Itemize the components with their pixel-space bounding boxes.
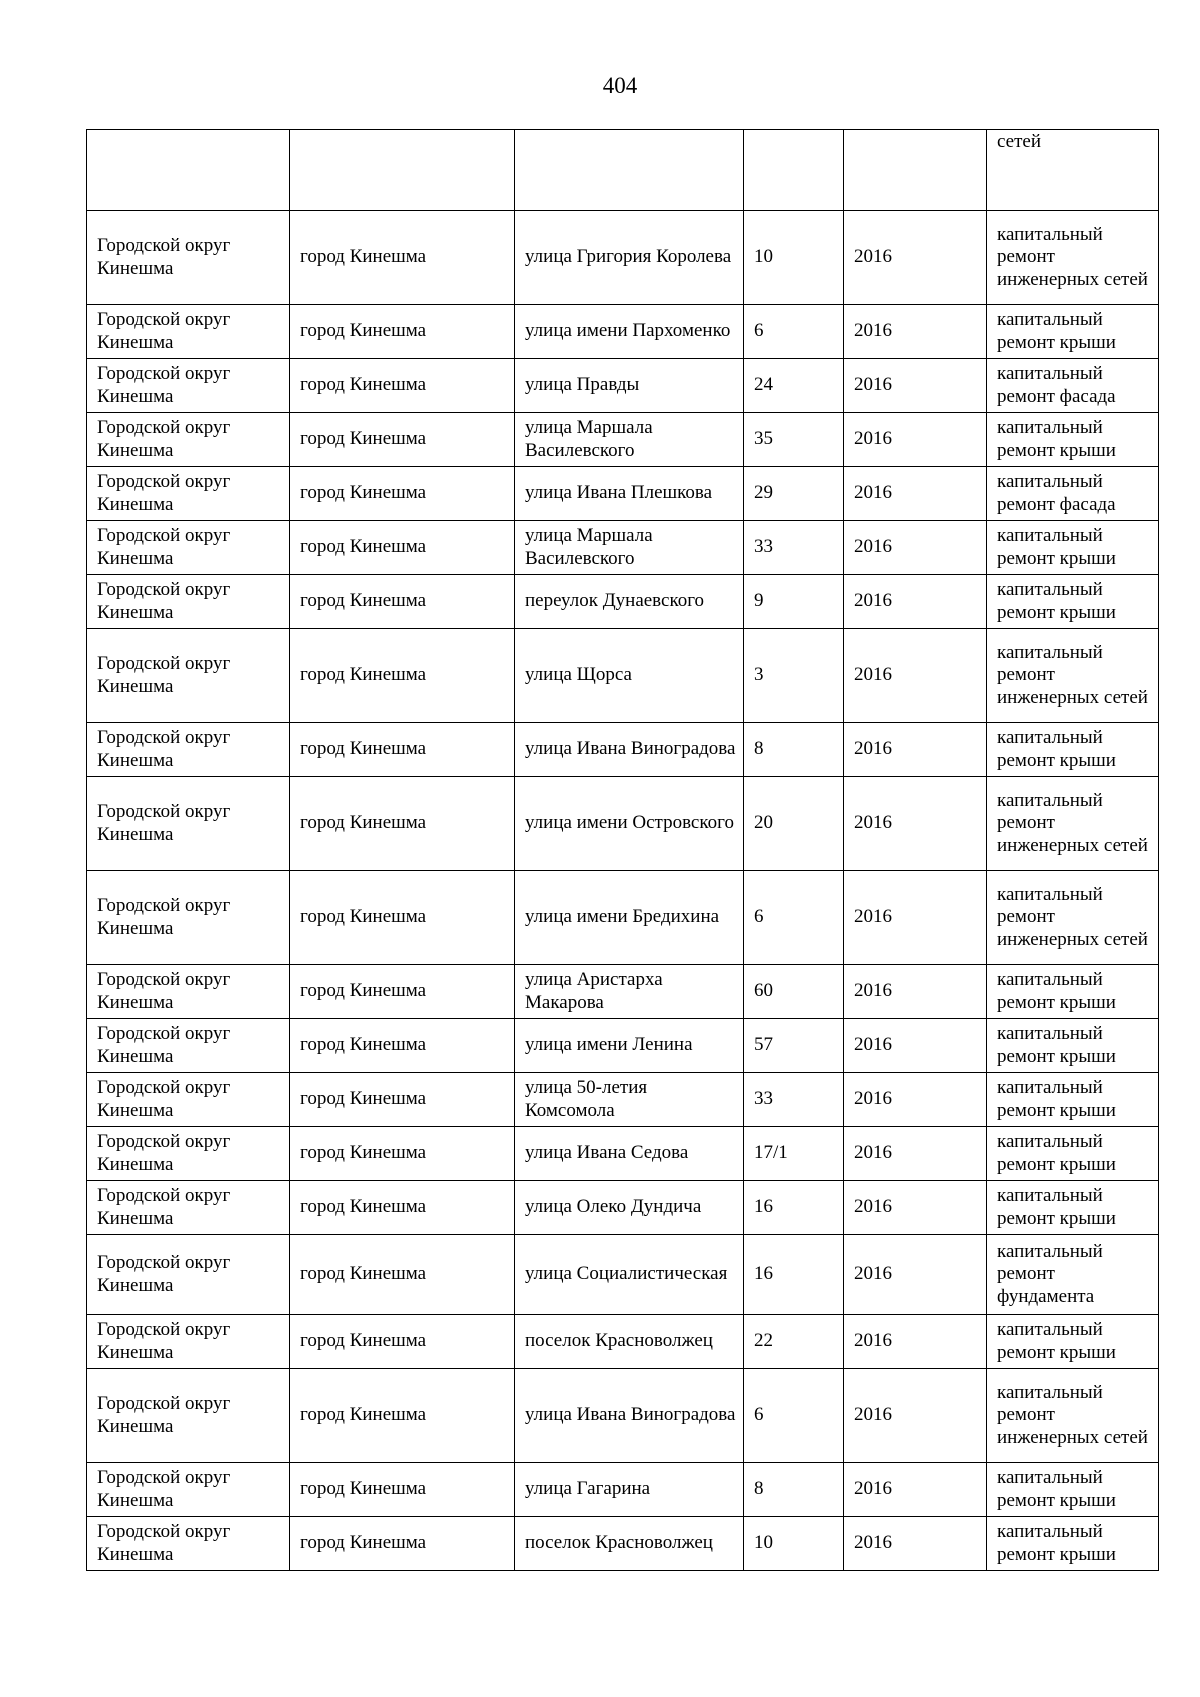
district-cell: Городской округ Кинешма <box>87 1235 290 1315</box>
year-cell: 2016 <box>844 1181 987 1235</box>
district-cell: Городской округ Кинешма <box>87 1315 290 1369</box>
work-type-cell: капитальный ремонт инженерных сетей <box>987 211 1159 305</box>
street-cell: переулок Дунаевского <box>515 575 744 629</box>
work-type-cell: капитальный ремонт крыши <box>987 575 1159 629</box>
work-type-cell: капитальный ремонт крыши <box>987 1463 1159 1517</box>
city-cell: город Кинешма <box>290 413 515 467</box>
year-cell: 2016 <box>844 467 987 521</box>
city-cell: город Кинешма <box>290 723 515 777</box>
year-cell: 2016 <box>844 1315 987 1369</box>
district-cell: Городской округ Кинешма <box>87 1019 290 1073</box>
district-cell: Городской округ Кинешма <box>87 1127 290 1181</box>
city-cell: город Кинешма <box>290 629 515 723</box>
year-cell: 2016 <box>844 1073 987 1127</box>
street-cell: улица Ивана Виноградова <box>515 723 744 777</box>
work-type-cell: сетей <box>987 130 1159 211</box>
district-cell: Городской округ Кинешма <box>87 359 290 413</box>
district-cell: Городской округ Кинешма <box>87 1517 290 1571</box>
work-type-cell: капитальный ремонт крыши <box>987 1315 1159 1369</box>
work-type-cell: капитальный ремонт фасада <box>987 467 1159 521</box>
work-type-cell: капитальный ремонт крыши <box>987 1019 1159 1073</box>
year-cell: 2016 <box>844 1235 987 1315</box>
street-cell: поселок Красноволжец <box>515 1517 744 1571</box>
house-cell: 16 <box>744 1181 844 1235</box>
year-cell: 2016 <box>844 521 987 575</box>
house-cell: 9 <box>744 575 844 629</box>
year-cell: 2016 <box>844 1463 987 1517</box>
district-cell: Городской округ Кинешма <box>87 575 290 629</box>
table-row <box>87 359 1159 413</box>
city-cell: город Кинешма <box>290 1463 515 1517</box>
house-cell: 8 <box>744 1463 844 1517</box>
district-cell: Городской округ Кинешма <box>87 1181 290 1235</box>
district-cell <box>87 130 290 211</box>
city-cell: город Кинешма <box>290 871 515 965</box>
street-cell: поселок Красноволжец <box>515 1315 744 1369</box>
district-cell: Городской округ Кинешма <box>87 305 290 359</box>
work-type-cell: капитальный ремонт крыши <box>987 305 1159 359</box>
year-cell: 2016 <box>844 965 987 1019</box>
table-row <box>87 1315 1159 1369</box>
table-row <box>87 1517 1159 1571</box>
work-type-cell: капитальный ремонт крыши <box>987 723 1159 777</box>
work-type-cell: капитальный ремонт крыши <box>987 1181 1159 1235</box>
work-type-cell: капитальный ремонт крыши <box>987 521 1159 575</box>
work-type-cell: капитальный ремонт крыши <box>987 1127 1159 1181</box>
street-cell: улица имени Бредихина <box>515 871 744 965</box>
city-cell: город Кинешма <box>290 521 515 575</box>
house-cell: 17/1 <box>744 1127 844 1181</box>
table-row <box>87 1073 1159 1127</box>
house-cell: 29 <box>744 467 844 521</box>
house-cell: 16 <box>744 1235 844 1315</box>
house-cell: 35 <box>744 413 844 467</box>
city-cell: город Кинешма <box>290 1019 515 1073</box>
table-row <box>87 305 1159 359</box>
district-cell: Городской округ Кинешма <box>87 521 290 575</box>
work-type-cell: капитальный ремонт инженерных сетей <box>987 777 1159 871</box>
house-cell: 33 <box>744 521 844 575</box>
year-cell: 2016 <box>844 777 987 871</box>
district-cell: Городской округ Кинешма <box>87 1463 290 1517</box>
district-cell: Городской округ Кинешма <box>87 871 290 965</box>
street-cell: улица Ивана Седова <box>515 1127 744 1181</box>
district-cell: Городской округ Кинешма <box>87 777 290 871</box>
city-cell: город Кинешма <box>290 211 515 305</box>
work-type-cell: капитальный ремонт инженерных сетей <box>987 629 1159 723</box>
page-number: 404 <box>602 73 638 98</box>
district-cell: Городской округ Кинешма <box>87 467 290 521</box>
year-cell: 2016 <box>844 211 987 305</box>
street-cell: улица Правды <box>515 359 744 413</box>
house-cell: 33 <box>744 1073 844 1127</box>
district-cell: Городской округ Кинешма <box>87 413 290 467</box>
table-row <box>87 575 1159 629</box>
city-cell: город Кинешма <box>290 1517 515 1571</box>
street-cell: улица Социалистическая <box>515 1235 744 1315</box>
district-cell: Городской округ Кинешма <box>87 965 290 1019</box>
city-cell: город Кинешма <box>290 777 515 871</box>
street-cell: улица имени Пархоменко <box>515 305 744 359</box>
house-cell: 3 <box>744 629 844 723</box>
year-cell: 2016 <box>844 723 987 777</box>
street-cell: улица Щорса <box>515 629 744 723</box>
table-row <box>87 777 1159 871</box>
street-cell: улица Маршала Василевского <box>515 413 744 467</box>
house-cell: 6 <box>744 1369 844 1463</box>
work-type-cell: капитальный ремонт инженерных сетей <box>987 871 1159 965</box>
city-cell: город Кинешма <box>290 1127 515 1181</box>
city-cell: город Кинешма <box>290 305 515 359</box>
street-cell <box>515 130 744 211</box>
district-cell: Городской округ Кинешма <box>87 211 290 305</box>
year-cell: 2016 <box>844 359 987 413</box>
table-row <box>87 1369 1159 1463</box>
continuation-row <box>87 130 1159 211</box>
district-cell: Городской округ Кинешма <box>87 1369 290 1463</box>
table-row <box>87 211 1159 305</box>
city-cell: город Кинешма <box>290 1235 515 1315</box>
year-cell <box>844 130 987 211</box>
city-cell: город Кинешма <box>290 1369 515 1463</box>
year-cell: 2016 <box>844 1019 987 1073</box>
city-cell: город Кинешма <box>290 359 515 413</box>
work-type-cell: капитальный ремонт крыши <box>987 413 1159 467</box>
year-cell: 2016 <box>844 1369 987 1463</box>
year-cell: 2016 <box>844 871 987 965</box>
table-row <box>87 521 1159 575</box>
street-cell: улица 50-летия Комсомола <box>515 1073 744 1127</box>
street-cell: улица Ивана Виноградова <box>515 1369 744 1463</box>
house-cell: 24 <box>744 359 844 413</box>
table-row <box>87 723 1159 777</box>
district-cell: Городской округ Кинешма <box>87 723 290 777</box>
work-type-cell: капитальный ремонт крыши <box>987 965 1159 1019</box>
city-cell: город Кинешма <box>290 1181 515 1235</box>
house-cell: 22 <box>744 1315 844 1369</box>
work-type-cell: капитальный ремонт крыши <box>987 1517 1159 1571</box>
street-cell: улица имени Ленина <box>515 1019 744 1073</box>
district-cell: Городской округ Кинешма <box>87 629 290 723</box>
table-body <box>87 130 1159 1571</box>
house-cell: 10 <box>744 211 844 305</box>
house-cell: 10 <box>744 1517 844 1571</box>
repair-schedule-table <box>86 129 1159 1571</box>
city-cell: город Кинешма <box>290 1073 515 1127</box>
house-cell: 6 <box>744 871 844 965</box>
year-cell: 2016 <box>844 1517 987 1571</box>
house-cell: 8 <box>744 723 844 777</box>
work-type-cell: капитальный ремонт инженерных сетей <box>987 1369 1159 1463</box>
table-row <box>87 629 1159 723</box>
table-row <box>87 1463 1159 1517</box>
street-cell: улица Аристарха Макарова <box>515 965 744 1019</box>
table-row <box>87 871 1159 965</box>
house-cell: 6 <box>744 305 844 359</box>
table-row <box>87 965 1159 1019</box>
city-cell: город Кинешма <box>290 575 515 629</box>
street-cell: улица Олеко Дундича <box>515 1181 744 1235</box>
table-row <box>87 413 1159 467</box>
city-cell: город Кинешма <box>290 467 515 521</box>
city-cell: город Кинешма <box>290 1315 515 1369</box>
street-cell: улица Ивана Плешкова <box>515 467 744 521</box>
house-cell: 57 <box>744 1019 844 1073</box>
table-row <box>87 1127 1159 1181</box>
house-cell: 60 <box>744 965 844 1019</box>
work-type-cell: капитальный ремонт фундамента <box>987 1235 1159 1315</box>
district-cell: Городской округ Кинешма <box>87 1073 290 1127</box>
city-cell <box>290 130 515 211</box>
table-row <box>87 1019 1159 1073</box>
year-cell: 2016 <box>844 575 987 629</box>
year-cell: 2016 <box>844 1127 987 1181</box>
house-cell: 20 <box>744 777 844 871</box>
year-cell: 2016 <box>844 413 987 467</box>
table-row <box>87 467 1159 521</box>
city-cell: город Кинешма <box>290 965 515 1019</box>
street-cell: улица Маршала Василевского <box>515 521 744 575</box>
work-type-cell: капитальный ремонт фасада <box>987 359 1159 413</box>
street-cell: улица имени Островского <box>515 777 744 871</box>
house-cell <box>744 130 844 211</box>
table-row <box>87 1181 1159 1235</box>
year-cell: 2016 <box>844 629 987 723</box>
street-cell: улица Григория Королева <box>515 211 744 305</box>
year-cell: 2016 <box>844 305 987 359</box>
work-type-cell: капитальный ремонт крыши <box>987 1073 1159 1127</box>
table-row <box>87 1235 1159 1315</box>
street-cell: улица Гагарина <box>515 1463 744 1517</box>
